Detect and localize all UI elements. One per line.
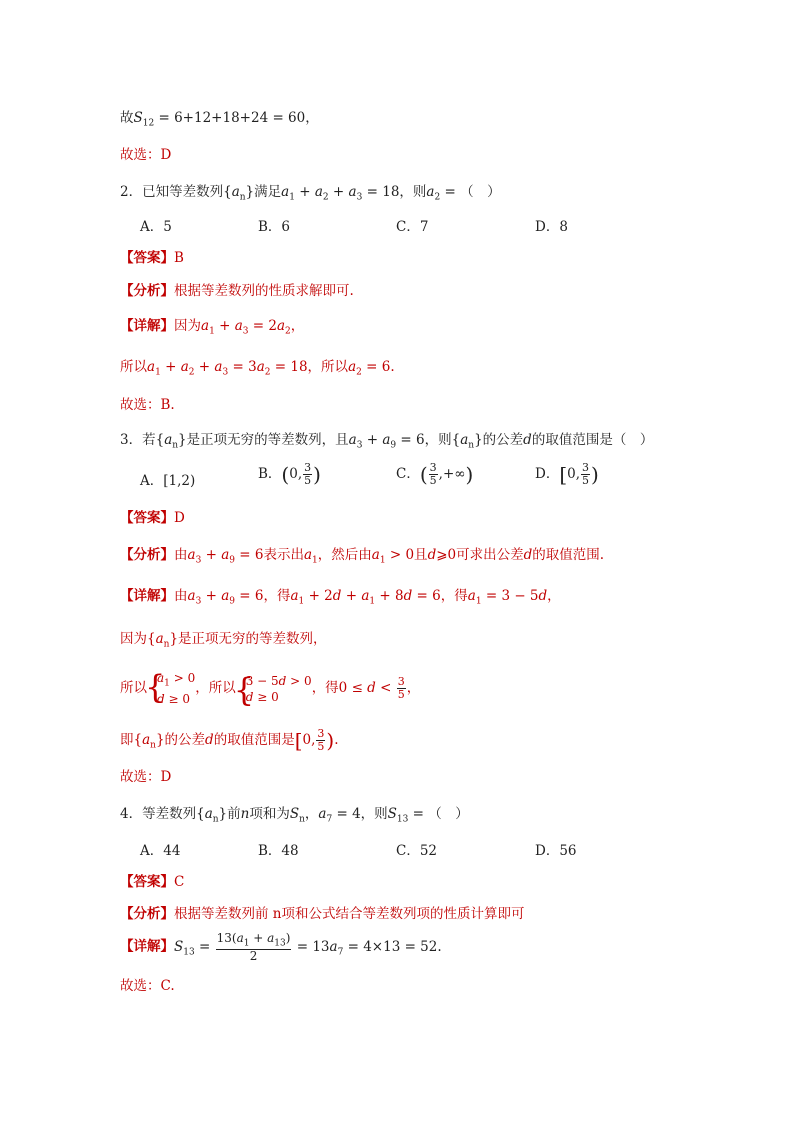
q3-detail-4: 即$\{a_n\}$的公差d的取值范围是[0, $\frac{3}{5}$ ). bbox=[120, 727, 339, 753]
q2-detail: 【详解】因为$a_1 + a_3 = 2a_2$， bbox=[120, 318, 305, 337]
q2-option-b: B．6 bbox=[258, 219, 291, 235]
q3-stem: 3．若$\{a_n\}$是正项无穷的等差数列，且$a_3 + a_9 = 6$，则$\{a_n\}$的公差d的取值范围是（ ） bbox=[120, 432, 654, 451]
q4-choose-line: 故选：C. bbox=[120, 978, 175, 994]
q2-option-c: C．7 bbox=[396, 219, 429, 235]
q3-answer: 【答案】D bbox=[120, 510, 185, 526]
q3-analysis: 【分析】由$a_3 + a_9 = 6$表示出$a_1$，然后由$a_1 > 0$且d⩾0可求出公差d的取值范围. bbox=[120, 547, 605, 566]
q2-choose-line: 故选：B. bbox=[120, 397, 175, 413]
q3-detail: 【详解】由$a_3 + a_9 = 6$，得$a_1 + 2d + a_1 + 8d = 6$，得$a_1 = 3 - 5d$， bbox=[120, 588, 561, 607]
q3-option-c: C．( $\frac{3}{5}$ ,+∞) bbox=[396, 461, 474, 487]
q3-detail-2: 因为$\{a_n\}$是正项无穷的等差数列， bbox=[120, 631, 327, 650]
q2-option-a: A．5 bbox=[140, 219, 172, 235]
q4-option-a: A．44 bbox=[140, 843, 181, 859]
q2-option-d: D．8 bbox=[535, 219, 568, 235]
q2-analysis: 【分析】根据等差数列的性质求解即可. bbox=[120, 283, 354, 299]
q1-choose-line: 故选：D bbox=[120, 147, 172, 163]
q3-choose-line: 故选：D bbox=[120, 769, 172, 785]
q3-option-d: D．[0, $\frac{3}{5}$ ) bbox=[535, 461, 599, 487]
q2-answer: 【答案】B bbox=[120, 250, 184, 266]
q4-answer: 【答案】C bbox=[120, 874, 185, 890]
q2-stem: 2．已知等差数列$\{a_n\}$满足$a_1 + a_2 + a_3 = 18$，则$a_2$ = （ ） bbox=[120, 184, 501, 203]
q3-option-a: A．[1,2) bbox=[140, 473, 196, 489]
q4-detail: 【详解】$S_{13}$ = $\frac{13(a_1 + a_{13})}{2}$ = $13a_7 = 4\times 13 = 52$. bbox=[120, 931, 442, 964]
q2-detail-2: 所以$a_1 + a_2 + a_3 = 3a_2 = 18$，所以$a_2 = 6$. bbox=[120, 359, 395, 378]
q4-option-b: B．48 bbox=[258, 843, 299, 859]
q4-option-c: C．52 bbox=[396, 843, 438, 859]
q3-option-b: B．(0, $\frac{3}{5}$ ) bbox=[258, 461, 321, 487]
q3-detail-3: 所以{ $a_1 > 0$ d ≥ 0，所以{ 3 − 5d > 0 d ≥ 0，得0 ≤ d < $\frac{3}{5}$ ， bbox=[120, 670, 420, 707]
q4-analysis: 【分析】根据等差数列前 n项和公式结合等差数列项的性质计算即可 bbox=[120, 906, 525, 922]
q4-option-d: D．56 bbox=[535, 843, 577, 859]
s12-sum-line: 故$S_{12} = 6+12+18+24 = 60$， bbox=[120, 110, 319, 129]
q4-stem: 4．等差数列$\{a_n\}$前n项和为$S_n$，$a_7 = 4$，则$S_{13}$ = （ ） bbox=[120, 806, 469, 825]
